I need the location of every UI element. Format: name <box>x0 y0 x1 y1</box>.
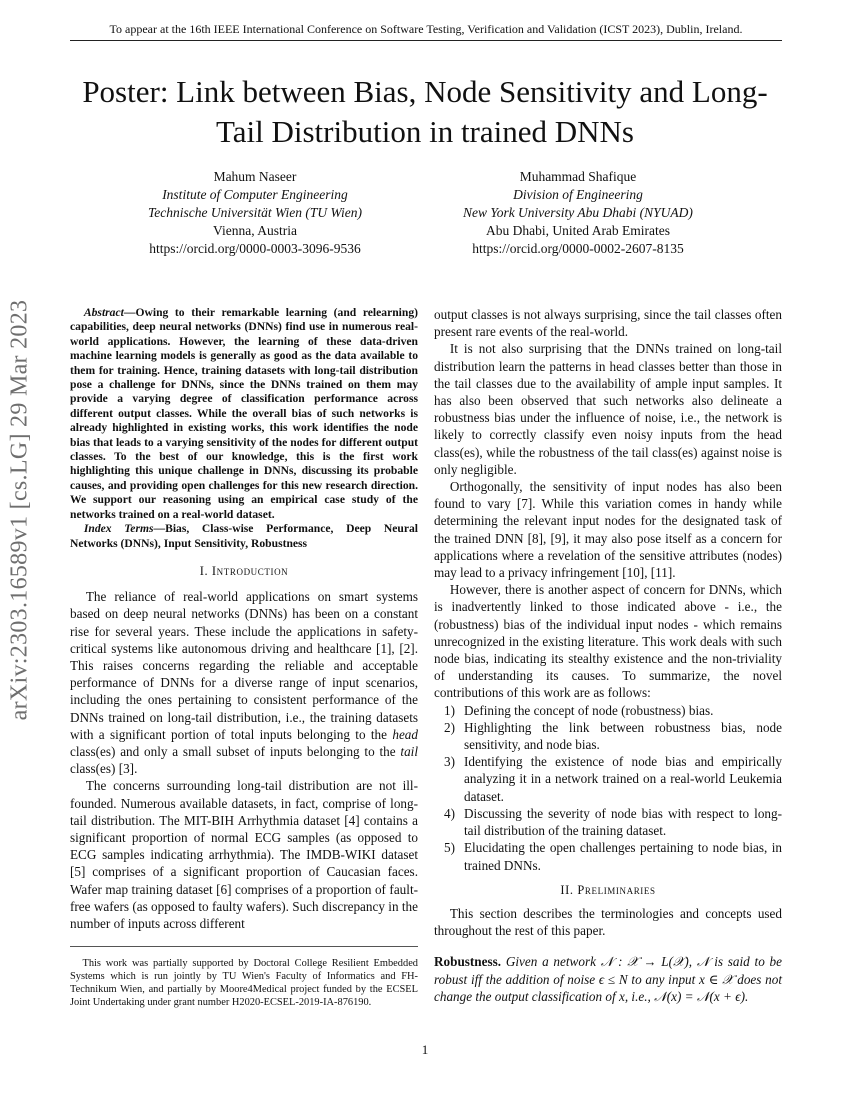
author-orcid[interactable]: https://orcid.org/0000-0003-3096-9536 <box>149 241 361 256</box>
left-column <box>70 306 418 1009</box>
robustness-definition: Robustness. Given a network 𝒩 : 𝒳 → L(𝒳), 𝒩 is said to be robust iff the addition of noise ϵ ≤ N to any input x ∈ 𝒳 does not change the output classification of x, i.e., 𝒩(x) = 𝒩(x + ϵ). <box>434 954 782 1004</box>
author-city: Vienna, Austria <box>213 223 297 238</box>
intro-paragraph-4: Orthogonally, the sensitivity of input nodes has also been found to vary [7]. While this variation comes in handy while determining the relevant input nodes for the designated task of the trained DNN [8], [9], it may also pose itself as a concern for applications where a revelation of the sensitive attributes (nodes) may lead to a privacy infringement [10], [11]. <box>434 479 782 581</box>
page-number: 1 <box>421 1042 429 1057</box>
list-item: 5) Elucidating the open challenges pertaining to node bias, in trained DNNs. <box>444 840 782 873</box>
intro-paragraph-3: It is not also surprising that the DNNs trained on long-tail distribution learn the patterns in head classes better than those in the tail classes due to the availability of ample input samples. It has also been observed that such networks also delineate a robustness bias under the influence of noise, i.e., the network is likely to correctly classify even noisy inputs from the head class(es), while the robustness of the tail class(es) against noise is only negligible. <box>434 341 782 477</box>
author-city: Abu Dhabi, United Arab Emirates <box>485 223 671 238</box>
abstract-label: Abstract <box>83 306 124 319</box>
author-institution: Technische Universität Wien (TU Wien) <box>148 205 362 220</box>
index-terms-label: Index Terms <box>83 522 154 536</box>
arxiv-stamp-text: arXiv:2303.16589v1 [cs.LG] 29 Mar 2023 <box>6 299 33 721</box>
intro-paragraph-2-cont: output classes is not always surprising, since the tail classes often present rare events of the real-world. <box>434 307 782 340</box>
list-item: 3) Identifying the existence of node bias and empirically analyzing it in a network trained on a real-world Leukemia dataset. <box>444 754 782 804</box>
intro-paragraph-5: However, there is another aspect of concern for DNNs, which is inadvertently linked to those indicated above - i.e., the (robustness) bias of the individual input nodes - which remains unrecognized in the existing literature. This work deals with such node bias, indicating its stealthy existence and the non-triviality of understanding its causes. To summarize, the novel contributions of this work are as follows: <box>434 582 782 701</box>
author-dept: Institute of Computer Engineering <box>162 187 348 202</box>
author-name: Muhammad Shafique <box>519 169 637 184</box>
author-institution: New York University Abu Dhabi (NYUAD) <box>463 205 693 220</box>
abstract <box>70 306 418 551</box>
arxiv-stamp <box>2 290 38 730</box>
preliminaries-paragraph-1: This section describes the terminologies and concepts used throughout the rest of this paper. <box>434 905 782 939</box>
header-rule <box>70 40 782 41</box>
section-heading-preliminaries: II. Preliminaries <box>560 882 656 897</box>
conference-note: To appear at the 16th IEEE International Conference on Software Testing, Verification and Validation (ICST 2023), Dublin, Ireland. <box>109 22 743 36</box>
intro-paragraph-2: The concerns surrounding long-tail distribution are not ill-founded. Numerous available datasets, in fact, comprise of long-tail distribution. The MIT-BIH Arrhythmia dataset [4] contains a significant proportion of normal ECG samples (as opposed to ECG samples indicating arrhythmia). The IMDB-WIKI dataset [5] comprises of a significant proportion of Caucasian faces. Wafer map training dataset [6] comprises of a proportion of fault-free wafers (as opposed to faulty wafers). Such discrepancy in the number of inputs across different <box>70 778 418 931</box>
section-heading-introduction: I. Introduction <box>199 563 289 578</box>
list-item: 1) Defining the concept of node (robustness) bias. <box>444 702 714 718</box>
right-column <box>434 306 782 1005</box>
author-name: Mahum Naseer <box>213 169 297 184</box>
author-dept: Division of Engineering <box>513 187 643 202</box>
author-block-1 <box>105 168 405 258</box>
list-item: 2) Highlighting the link between robustness bias, node sensitivity, and node bias. <box>444 719 782 753</box>
index-terms-text: —Bias, Class-wise Performance, Deep Neural Networks (DNNs), Input Sensitivity, Robustness <box>70 522 418 550</box>
contributions-list <box>434 702 782 874</box>
paper-title: Poster: Link between Bias, Node Sensitivity and Long-Tail Distribution in trained DNNs <box>82 74 768 149</box>
intro-paragraph-1: The reliance of real-world applications on smart systems based on deep neural networks (DNNs) has been on a constant rise for several years. These include the applications in safety-critical systems like autonomous driving and healthcare [1], [2]. This raises concerns regarding the reliable and acceptable performance of DNNs for a diverse range of input scenarios, including the ones pertaining to consistent performance of the DNNs trained on long-tail distribution, i.e., the training datasets with a significant portion of total inputs belonging to the head class(es) and only a small subset of inputs belonging to the tail class(es) [3]. <box>70 589 418 777</box>
author-block-2 <box>428 168 728 258</box>
list-item: 4) Discussing the severity of node bias with respect to long-tail distribution of the training dataset. <box>444 805 782 839</box>
funding-footnote: This work was partially supported by Doctoral College Resilient Embedded Systems which is run jointly by TU Wien's Faculty of Informatics and FH-Technikum Wien, and partially by Moore4Medical project funded by the ECSEL Joint Undertaking under grant number H2020-ECSEL-2019-IA-876190. <box>70 958 418 1009</box>
author-orcid[interactable]: https://orcid.org/0000-0002-2607-8135 <box>472 241 684 256</box>
abstract-text: —Owing to their remarkable learning (and relearning) capabilities, deep neural networks (DNNs) find use in numerous real-world applications. However, the learning of these data-driven machine learning models is generally as good as the data available to them for training. Hence, training datasets with long-tail distribution pose a challenge for DNNs, since the DNNs trained on them may provide a varying degree of classification performance across different output classes. While the overall bias of such networks is already highlighted in existing works, this work identifies the node bias that leads to a varying sensitivity of the nodes for different output classes. To the best of our knowledge, this is the first work highlighting this unique challenge in DNNs, discussing its probable causes, and providing open challenges for this new research direction. We support our reasoning using an empirical case study of the networks trained on a real-world dataset. <box>70 306 418 521</box>
